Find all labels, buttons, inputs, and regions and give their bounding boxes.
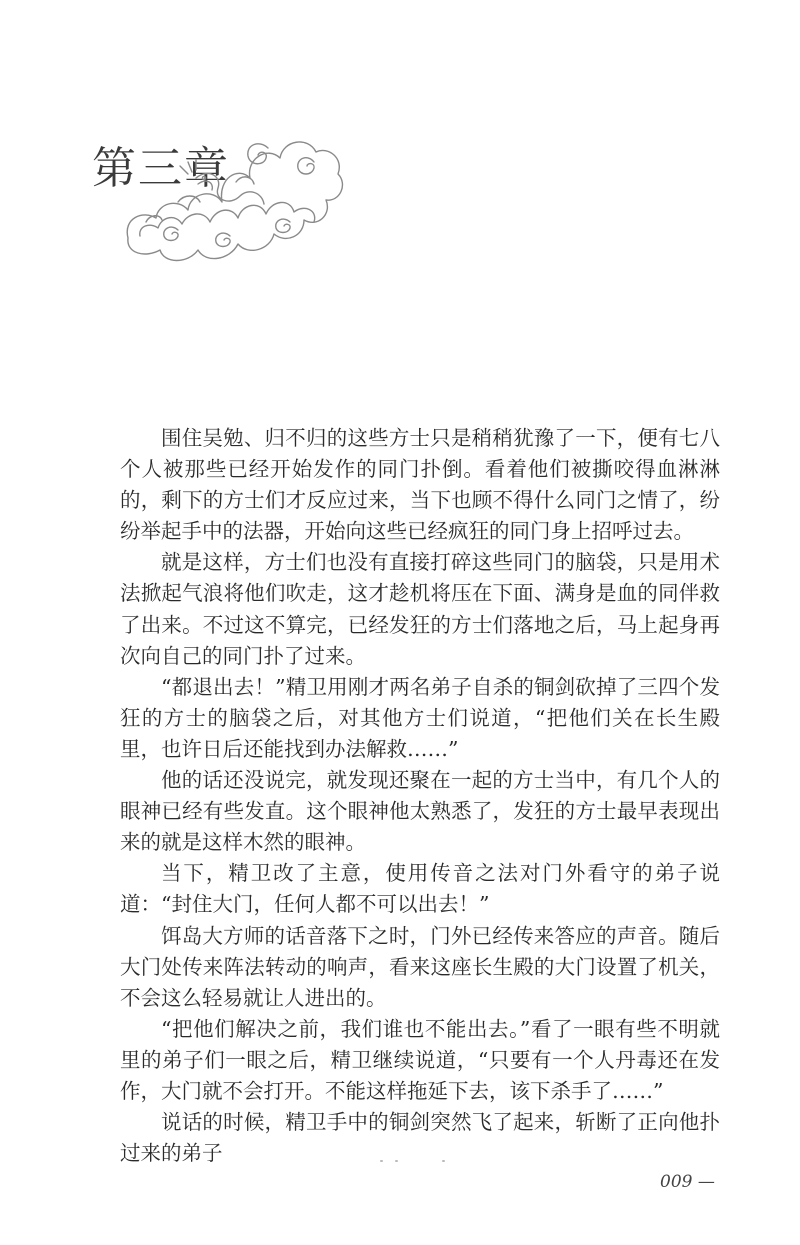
paragraph: 就是这样，方士们也没有直接打碎这些同门的脑袋，只是用术法掀起气浪将他们吹走，这才趁机将压在下面、满身是血的同伴救了出来。不过这不算完，已经发狂的方士们落地之后，马上起身再次向自己的同门扑了过来。 xyxy=(120,550,720,668)
scan-speck xyxy=(395,1160,398,1162)
paragraph: 他的话还没说完，就发现还聚在一起的方士当中，有几个人的眼神已经有些发直。这个眼神他太熟悉了，发狂的方士最早表现出来的就是这样木然的眼神。 xyxy=(120,768,720,855)
paragraph: 围住吴勉、归不归的这些方士只是稍稍犹豫了一下，便有七八个人被那些已经开始发作的同门扑倒。看着他们被撕咬得血淋淋的，剩下的方士们才反应过来，当下也顾不得什么同门之情了，纷纷举起手中的法器，开始向这些已经疯狂的同门身上招呼过去。 xyxy=(120,426,720,544)
paragraph: 当下，精卫改了主意，使用传音之法对门外看守的弟子说道：“封住大门，任何人都不可以出去！” xyxy=(120,861,720,917)
paragraph: 说话的时候，精卫手中的铜剑突然飞了起来，斩断了正向他扑过来的弟子 xyxy=(120,1110,720,1166)
paragraph: 饵岛大方师的话音落下之时，门外已经传来答应的声音。随后大门处传来阵法转动的响声，看来这座长生殿的大门设置了机关，不会这么轻易就让人进出的。 xyxy=(120,923,720,1010)
paragraph: “把他们解决之前，我们谁也不能出去。”看了一眼有些不明就里的弟子们一眼之后，精卫继续说道，“只要有一个人丹毒还在发作，大门就不会打开。不能这样拖延下去，该下杀手了……” xyxy=(120,1016,720,1103)
cloud-dragon-ornament-icon xyxy=(118,118,348,278)
scan-speck xyxy=(380,1160,383,1162)
body-text xyxy=(120,423,720,1169)
paragraph: “都退出去！”精卫用刚才两名弟子自杀的铜剑砍掉了三四个发狂的方士的脑袋之后，对其他方士们说道，“把他们关在长生殿里，也许日后还能找到办法解救……” xyxy=(120,674,720,761)
chapter-title: 第三章 xyxy=(92,143,230,194)
scan-speck xyxy=(442,1160,445,1162)
page-number: 009 — xyxy=(660,1172,715,1192)
